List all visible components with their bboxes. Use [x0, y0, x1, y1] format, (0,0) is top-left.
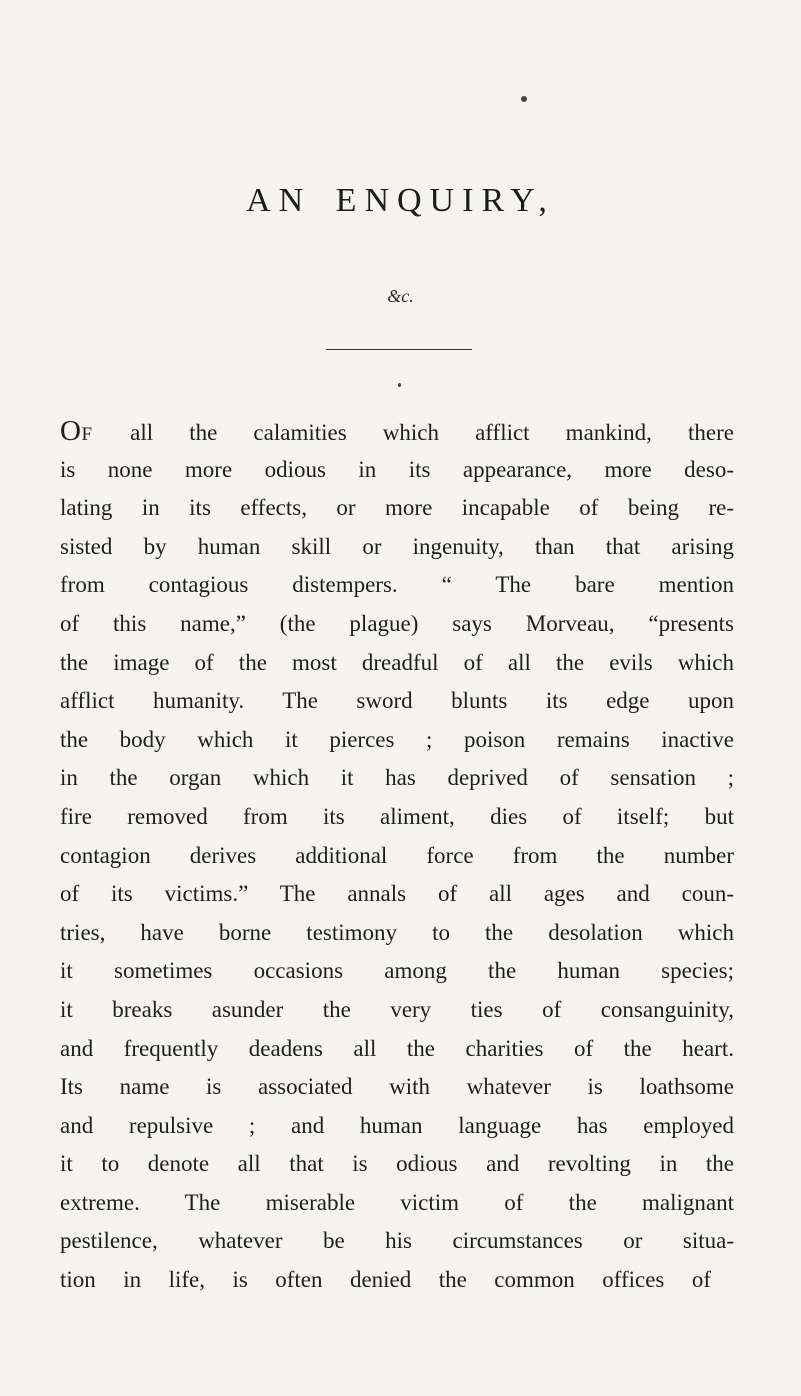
text-line: the body which it pierces ; poison remains inactive: [60, 726, 734, 752]
opening-text: all the calamities which afflict mankind, there: [94, 420, 734, 445]
ink-speck: [521, 96, 527, 102]
text-line: it sometimes occasions among the human species;: [60, 958, 734, 984]
page-title: AN ENQUIRY,: [246, 182, 555, 219]
text-line: afflict humanity. The sword blunts its edge upon: [60, 688, 734, 714]
text-line: contagion derives additional force from the number: [60, 842, 734, 868]
text-line: extreme. The miserable victim of the malignant: [60, 1189, 734, 1215]
text-line: sisted by human skill or ingenuity, than that arising: [60, 533, 734, 559]
section-rule: [326, 349, 472, 350]
body-text: [60, 412, 734, 1300]
text-line: and repulsive ; and human language has employed: [60, 1112, 734, 1138]
text-line: tion in life, is often denied the common offices of: [60, 1267, 711, 1293]
text-line: from contagious distempers. “ The bare mention: [60, 572, 734, 598]
text-line: the image of the most dreadful of all the evils which: [60, 649, 734, 675]
text-line: pestilence, whatever be his circumstances or situa-: [60, 1228, 734, 1254]
text-line: [60, 412, 734, 451]
text-line: in the organ which it has deprived of sensation ;: [60, 765, 734, 791]
text-line: of its victims.” The annals of all ages and coun-: [60, 881, 734, 907]
text-line: tries, have borne testimony to the desolation which: [60, 919, 734, 945]
text-line: fire removed from its aliment, dies of itself; but: [60, 803, 734, 829]
text-line: of this name,” (the plague) says Morveau, “presents: [60, 610, 734, 636]
text-line: and frequently deadens all the charities of the heart.: [60, 1035, 734, 1061]
ink-speck: [398, 383, 401, 387]
text-line: it breaks asunder the very ties of consanguinity,: [60, 996, 734, 1022]
page-subtitle: &c.: [387, 286, 414, 306]
text-line: Its name is associated with whatever is loathsome: [60, 1074, 734, 1100]
drop-capital: O: [60, 415, 82, 447]
text-line: it to denote all that is odious and revolting in the: [60, 1151, 734, 1177]
text-line: lating in its effects, or more incapable of being re-: [60, 495, 734, 521]
text-line: is none more odious in its appearance, more deso-: [60, 456, 734, 482]
small-capital: F: [81, 424, 95, 445]
